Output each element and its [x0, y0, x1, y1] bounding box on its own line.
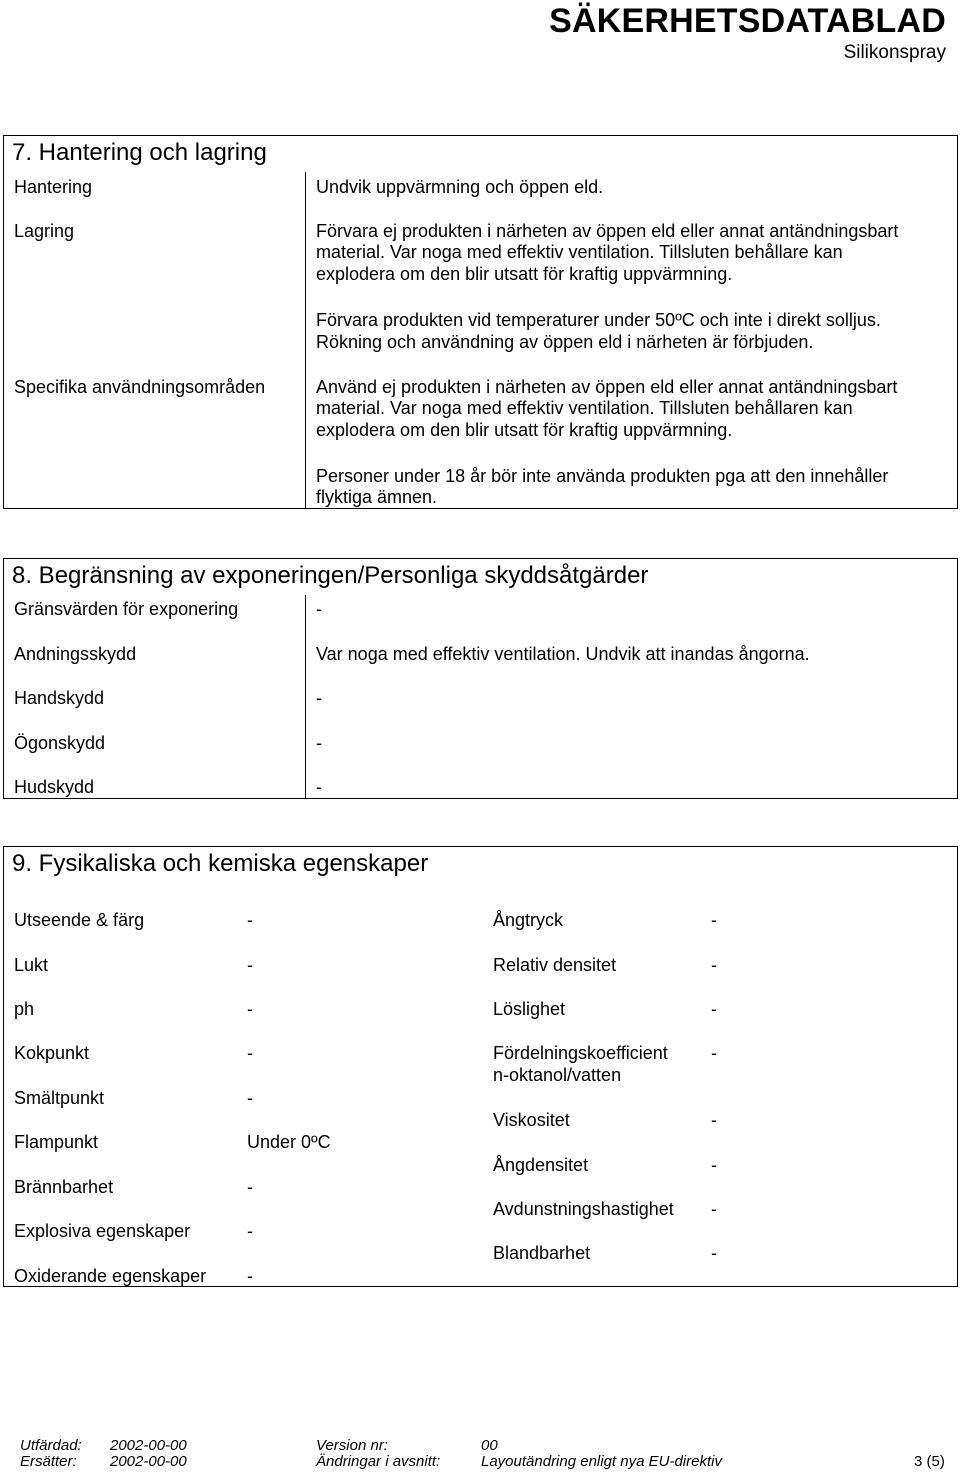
- column-divider: [305, 595, 306, 799]
- value-gransvarden: -: [316, 599, 322, 619]
- value-hudskydd: -: [316, 777, 322, 797]
- footer-replaces-value: 2002-00-00: [110, 1453, 187, 1470]
- prop-value: -: [247, 1266, 253, 1286]
- column-divider: [305, 172, 306, 509]
- prop-value: -: [247, 1177, 253, 1197]
- product-name: Silikonspray: [843, 42, 946, 63]
- prop-label: Oxiderande egenskaper: [14, 1266, 207, 1286]
- footer-version-label: Version nr:: [316, 1437, 388, 1454]
- value-lagring-line: explodera om den blir utsatt för kraftig uppvärmning.: [316, 264, 733, 284]
- prop-label: Ångtryck: [493, 910, 564, 930]
- value-specifika-line: Personer under 18 år bör inte använda produkten pga att den innehåller: [316, 466, 889, 486]
- footer-version-value: 00: [481, 1437, 498, 1454]
- prop-value: -: [711, 955, 717, 975]
- prop-value: -: [711, 1155, 717, 1175]
- label-andningsskydd: Andningsskydd: [14, 644, 137, 664]
- footer-replaces-label: Ersätter:: [20, 1453, 77, 1470]
- value-handskydd: -: [316, 688, 322, 708]
- label-handskydd: Handskydd: [14, 688, 105, 708]
- value-lagring-line: Förvara ej produkten i närheten av öppen eld eller annat antändningsbart: [316, 221, 899, 241]
- label-hantering: Hantering: [14, 177, 93, 197]
- prop-label: Blandbarhet: [493, 1243, 591, 1263]
- section-7: [3, 135, 958, 509]
- prop-value: -: [247, 910, 253, 930]
- section-8-heading: 8. Begränsning av exponeringen/Personliga skyddsåtgärder: [12, 562, 649, 589]
- prop-label: Löslighet: [493, 999, 566, 1019]
- prop-value: Under 0ºC: [247, 1132, 331, 1152]
- section-7-heading: 7. Hantering och lagring: [12, 139, 267, 166]
- footer-issued-label: Utfärdad:: [20, 1437, 82, 1454]
- section-9: [3, 846, 958, 1287]
- prop-label: Relativ densitet: [493, 955, 617, 975]
- footer-issued-value: 2002-00-00: [110, 1437, 187, 1454]
- prop-value: -: [711, 1110, 717, 1130]
- section-8: [3, 558, 958, 799]
- document-title: SÄKERHETSDATABLAD: [549, 2, 946, 40]
- prop-value: -: [247, 1088, 253, 1108]
- section-9-heading: 9. Fysikaliska och kemiska egenskaper: [12, 850, 429, 877]
- prop-value: -: [711, 1043, 717, 1063]
- footer-changes-value: Layoutändring enligt nya EU-direktiv: [481, 1453, 722, 1470]
- value-lagring-line: Rökning och användning av öppen eld i närheten är förbjuden.: [316, 332, 814, 352]
- value-andningsskydd: Var noga med effektiv ventilation. Undvik att inandas ångorna.: [316, 644, 810, 664]
- prop-value: -: [247, 1043, 253, 1063]
- prop-value: -: [711, 910, 717, 930]
- prop-value: -: [711, 1199, 717, 1219]
- footer-changes-label: Ändringar i avsnitt:: [316, 1453, 441, 1470]
- prop-value: -: [711, 1243, 717, 1263]
- prop-value: -: [247, 955, 253, 975]
- label-lagring: Lagring: [14, 221, 75, 241]
- prop-label: Utseende & färg: [14, 910, 145, 930]
- prop-label: ph: [14, 999, 35, 1019]
- value-specifika-line: material. Var noga med effektiv ventilation. Tillsluten behållaren kan: [316, 398, 853, 418]
- prop-label-line2: n-oktanol/vatten: [493, 1065, 622, 1085]
- value-specifika-line: flyktiga ämnen.: [316, 487, 438, 507]
- value-ogonskydd: -: [316, 733, 322, 753]
- prop-label: Explosiva egenskaper: [14, 1221, 191, 1241]
- prop-label: Avdunstningshastighet: [493, 1199, 674, 1219]
- prop-label: Lukt: [14, 955, 49, 975]
- footer-page-number: 3 (5): [914, 1453, 945, 1470]
- prop-value: -: [247, 999, 253, 1019]
- label-gransvarden: Gränsvärden för exponering: [14, 599, 239, 619]
- prop-label: Brännbarhet: [14, 1177, 114, 1197]
- value-hantering: Undvik uppvärmning och öppen eld.: [316, 177, 604, 197]
- value-specifika-line: Använd ej produkten i närheten av öppen eld eller annat antändningsbart: [316, 377, 898, 397]
- label-ogonskydd: Ögonskydd: [14, 733, 106, 753]
- label-hudskydd: Hudskydd: [14, 777, 95, 797]
- prop-label: Smältpunkt: [14, 1088, 105, 1108]
- prop-value: -: [711, 999, 717, 1019]
- prop-label: Fördelningskoefficient: [493, 1043, 668, 1063]
- prop-label: Flampunkt: [14, 1132, 99, 1152]
- value-lagring-line: Förvara produkten vid temperaturer under 50ºC och inte i direkt solljus.: [316, 310, 881, 330]
- prop-label: Ångdensitet: [493, 1155, 589, 1175]
- label-specifika: Specifika användningsområden: [14, 377, 266, 397]
- prop-label: Kokpunkt: [14, 1043, 90, 1063]
- value-specifika-line: explodera om den blir utsatt för kraftig uppvärmning.: [316, 420, 733, 440]
- prop-label: Viskositet: [493, 1110, 570, 1130]
- value-lagring-line: material. Var noga med effektiv ventilation. Tillsluten behållare kan: [316, 242, 843, 262]
- prop-value: -: [247, 1221, 253, 1241]
